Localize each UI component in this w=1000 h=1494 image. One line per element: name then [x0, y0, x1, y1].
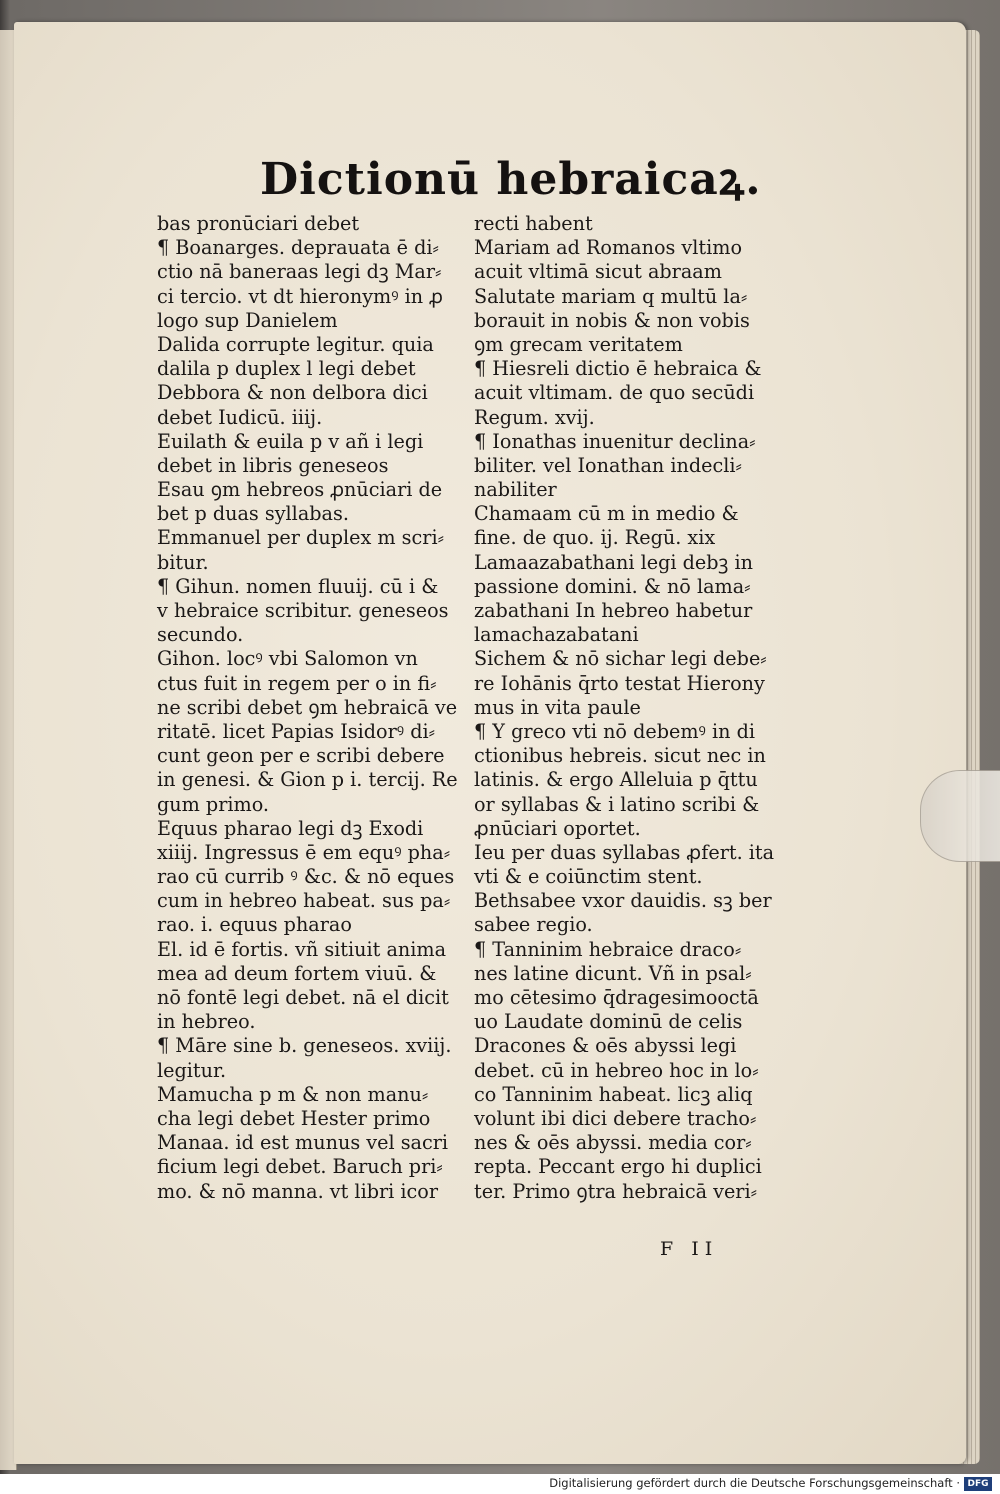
left-text-column: [157, 212, 457, 1204]
text-line: Chamaam cū m in medio &: [474, 502, 739, 526]
signature-mark: F II: [660, 1238, 719, 1260]
text-line: ter. Primo ꝯtra hebraicā veri⸗: [474, 1179, 757, 1203]
text-line: xiiij. Ingressus ē em equꝰ pha⸗: [157, 840, 451, 864]
text-line: latinis. & ergo Alleluia p q̄ttu: [474, 768, 758, 792]
text-line: mea ad deum fortem viuū. &: [157, 961, 437, 985]
text-line: Gihon. locꝰ vbi Salomon vn: [157, 647, 418, 671]
footer-bar: [0, 1474, 1000, 1494]
text-line: Sichem & nō sichar legi debe⸗: [474, 647, 767, 671]
text-line: nabiliter: [474, 478, 557, 502]
text-line: debet Iudicū. iiij.: [157, 405, 323, 429]
text-line: ritatē. licet Papias Isidorꝰ di⸗: [157, 719, 436, 743]
text-line: ctionibus hebreis. sicut nec in: [474, 744, 766, 768]
text-line: in genesi. & Gion p i. tercij. Re: [157, 768, 458, 792]
text-line: ¶ Boanarges. deprauata ē di⸗: [157, 236, 439, 260]
text-line: ctus fuit in regem per o in fi⸗: [157, 671, 437, 695]
text-line: ¶ Ionathas inuenitur declina⸗: [474, 429, 756, 453]
text-line: legitur.: [157, 1058, 227, 1082]
text-line: borauit in nobis & non vobis: [474, 308, 750, 332]
text-line: Dalida corrupte legitur. quia: [157, 332, 434, 356]
text-line: ¶ Māre sine b. geneseos. xviij.: [157, 1034, 452, 1058]
text-line: v hebraice scribitur. geneseos: [157, 599, 449, 622]
text-line: Mariam ad Romanos vltimo: [474, 236, 743, 260]
text-line: Equus pharao legi dꝫ Exodi: [157, 816, 424, 840]
running-title: Dictionū hebraicaꝝ.: [260, 154, 762, 205]
text-line: rao cū currib ꝰ &c. & nō eques: [157, 865, 455, 889]
text-line: volunt ibi dici debere tracho⸗: [474, 1106, 757, 1130]
text-line: nes & oēs abyssi. media cor⸗: [474, 1131, 752, 1155]
text-line: repta. Peccant ergo hi duplici: [474, 1155, 762, 1179]
text-line: bitur.: [157, 550, 209, 574]
text-line: recti habent: [474, 212, 593, 235]
text-line: bet p duas syllabas.: [157, 502, 349, 526]
text-line: co Tanninim habeat. licꝫ aliq: [474, 1082, 753, 1106]
text-line: or syllabas & i latino scribi &: [474, 792, 760, 816]
text-line: Regum. xvij.: [474, 405, 595, 429]
text-line: ne scribi debet ꝯm hebraicā ve: [157, 695, 458, 719]
text-line: ¶ Y greco vti nō debemꝰ in di: [474, 719, 755, 743]
page-clip: [920, 770, 1000, 862]
text-line: Mamucha p m & non manu⸗: [157, 1082, 429, 1106]
text-line: El. id ē fortis. vñ sitiuit anima: [157, 937, 447, 961]
text-line: ci tercio. vt dt hieronymꝰ in ꝓ: [157, 284, 443, 308]
text-line: biliter. vel Ionathan indecli⸗: [474, 453, 742, 477]
text-line: acuit vltimā sicut abraam: [474, 260, 722, 284]
text-line: cunt geon per e scribi debere: [157, 744, 445, 768]
text-line: sabee regio.: [474, 913, 593, 937]
text-line: bas pronūciari debet: [157, 212, 360, 235]
text-line: mo. & nō manna. vt libri icor: [157, 1179, 439, 1203]
text-line: Esau ꝯm hebreos ꝓnūciari de: [157, 478, 443, 502]
text-line: zabathani In hebreo habetur: [474, 599, 753, 622]
text-line: secundo.: [157, 623, 244, 647]
text-line: cum in hebreo habeat. sus pa⸗: [157, 889, 451, 913]
text-line: ¶ Tanninim hebraice draco⸗: [474, 937, 742, 961]
text-line: Debbora & non delbora dici: [157, 381, 428, 405]
dfg-logo: DFG: [964, 1477, 992, 1491]
text-line: Ieu per duas syllabas ꝓfert. ita: [474, 840, 775, 864]
right-text-column: [474, 212, 774, 1204]
text-line: mo cētesimo q̄dragesimooctā: [474, 986, 759, 1009]
text-line: mus in vita paule: [474, 695, 641, 719]
text-line: passione domini. & nō lama⸗: [474, 574, 751, 598]
text-line: Bethsabee vxor dauidis. sꝫ ber: [474, 889, 772, 913]
text-line: nō fontē legi debet. nā el dicit: [157, 986, 449, 1009]
text-line: Euilath & euila p v añ i legi: [157, 429, 424, 453]
text-line: nes latine dicunt. Vñ in psal⸗: [474, 961, 752, 985]
text-line: Emmanuel per duplex m scri⸗: [157, 526, 444, 550]
text-line: fine. de quo. ij. Regū. xix: [474, 526, 716, 550]
text-line: ¶ Hiesreli dictio ē hebraica &: [474, 357, 762, 381]
text-line: lamachazabatani: [474, 623, 639, 647]
text-line: Salutate mariam q multū la⸗: [474, 284, 748, 308]
text-line: ꝓnūciari oportet.: [474, 816, 641, 840]
text-line: vti & e coiūnctim stent.: [474, 865, 703, 889]
text-line: dalila p duplex l legi debet: [157, 357, 416, 381]
text-line: logo sup Danielem: [157, 308, 338, 332]
text-line: ¶ Gihun. nomen fluuij. cū i &: [157, 574, 439, 598]
text-line: rao. i. equus pharao: [157, 913, 352, 937]
text-line: in hebreo.: [157, 1010, 256, 1034]
text-line: Manaa. id est munus vel sacri: [157, 1131, 449, 1155]
text-line: ctio nā baneraas legi dꝫ Mar⸗: [157, 260, 442, 284]
text-line: debet in libris geneseos: [157, 453, 389, 477]
text-line: Lamaazabathani legi debꝫ in: [474, 550, 753, 574]
text-line: ꝯm grecam veritatem: [474, 332, 683, 356]
text-line: Dracones & oēs abyssi legi: [474, 1034, 737, 1058]
text-line: ficium legi debet. Baruch pri⸗: [157, 1155, 443, 1179]
text-line: re Iohānis q̄rto testat Hierony: [474, 671, 765, 695]
text-line: debet. cū in hebreo hoc in lo⸗: [474, 1058, 759, 1082]
text-line: cha legi debet Hester primo: [157, 1106, 431, 1130]
footer-credit: Digitalisierung gefördert durch die Deutsche Forschungsgemeinschaft ·: [549, 1476, 960, 1490]
text-line: gum primo.: [157, 792, 270, 816]
text-line: uo Laudate dominū de celis: [474, 1010, 743, 1034]
text-line: acuit vltimam. de quo secūdi: [474, 381, 755, 405]
